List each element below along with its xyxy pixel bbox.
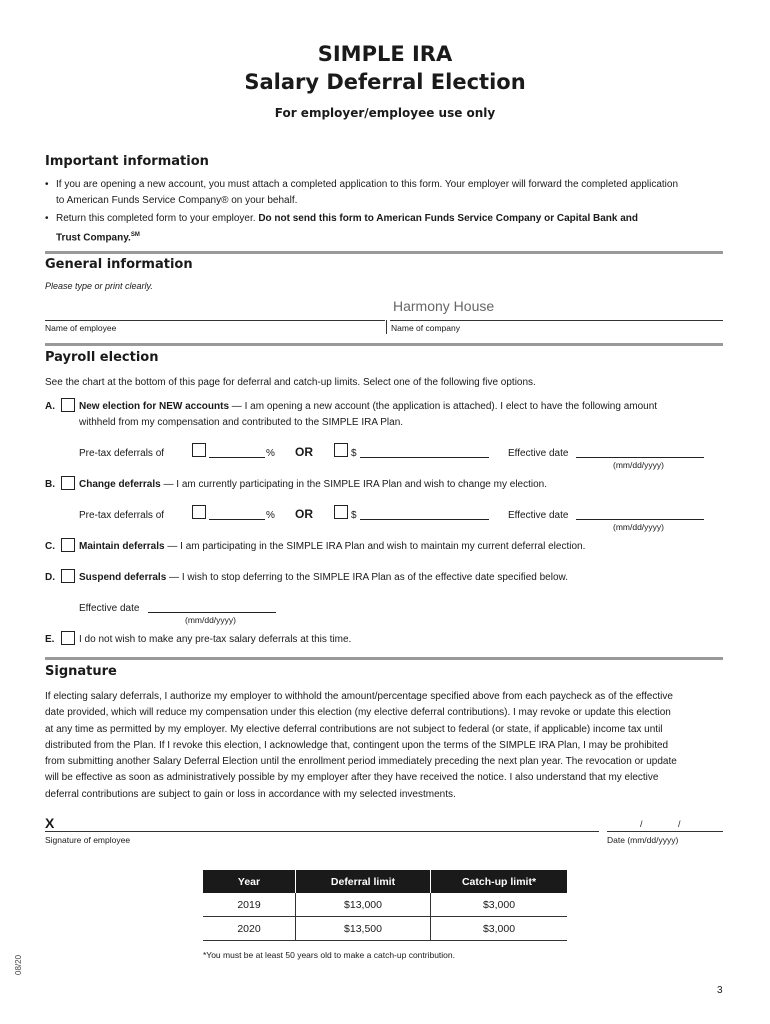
employee-name-line	[45, 320, 385, 321]
option-b-desc: — I am currently participating in the SIMPLE IRA Plan and wish to change my election.	[160, 479, 548, 490]
pretax-percent-input-b[interactable]	[209, 519, 265, 520]
table-cell: 2019	[203, 893, 296, 917]
option-c-desc: — I am participating in the SIMPLE IRA Plan and wish to maintain my current deferral election.	[164, 541, 586, 552]
option-b-text	[79, 477, 547, 493]
sig-para-line: will be effective as soon as administratively possible by my employer after they have received the notice. I also understand that my elective	[45, 772, 659, 784]
signature-paragraph	[45, 689, 735, 803]
pretax-dollar-input-a[interactable]	[360, 457, 489, 458]
option-b-bold: Change deferrals	[79, 479, 161, 490]
or-label-a: OR	[295, 445, 313, 459]
employee-name-label: Name of employee	[45, 323, 117, 333]
dollar-sign-b: $	[351, 510, 357, 521]
table-cell: $3,000	[431, 917, 568, 941]
table-row	[203, 917, 567, 941]
option-e-letter: E.	[45, 634, 55, 645]
sig-para-line: distributed from the Plan. If I revoke this election, I acknowledge that, contingent upon the terms of the SIMPLE IRA Plan, I may be prohibited	[45, 739, 669, 751]
employee-name-input[interactable]	[45, 300, 385, 318]
option-d-desc: — I wish to stop deferring to the SIMPLE IRA Plan as of the effective date specified below.	[166, 572, 568, 583]
date-slash-2: /	[678, 819, 681, 829]
pretax-label-a: Pre-tax deferrals of	[79, 448, 165, 459]
sig-para-line: deferral contributions are subject to gain or loss in accordance with my selected investments.	[45, 788, 456, 800]
option-a-checkbox[interactable]	[61, 398, 75, 412]
option-a-letter: A.	[45, 401, 55, 412]
bullet2-plain: Return this completed form to your employer.	[56, 213, 256, 224]
pretax-dollar-checkbox-b[interactable]	[334, 505, 348, 519]
date-slash-1: /	[640, 819, 643, 829]
effective-date-input-d[interactable]	[148, 612, 276, 613]
pretax-percent-checkbox-b[interactable]	[192, 505, 206, 519]
effective-date-label-a: Effective date	[508, 448, 569, 459]
option-d-letter: D.	[45, 572, 55, 583]
catchup-footnote: *You must be at least 50 years old to make a catch-up contribution.	[203, 950, 455, 960]
dollar-sign-a: $	[351, 448, 357, 459]
signature-input-line[interactable]	[45, 831, 599, 832]
signature-x-mark: X	[45, 815, 55, 831]
option-c-text	[79, 539, 585, 555]
col-catchup-header: Catch-up limit*	[431, 870, 568, 893]
payroll-intro: See the chart at the bottom of this page for deferral and catch-up limits. Select one of the following five options.	[45, 377, 536, 388]
col-year-header: Year	[203, 870, 296, 893]
signature-heading: Signature	[45, 664, 117, 679]
signature-label: Signature of employee	[45, 835, 131, 845]
sig-para-line: If electing salary deferrals, I authorize my employer to withhold the amount/percentage specified above from each paycheck as of the effective	[45, 691, 673, 702]
effective-date-input-a[interactable]	[576, 457, 704, 458]
bullet2-bold1: Do not send this form to American Funds Service Company or Capital Bank and	[258, 213, 639, 224]
section-rule	[45, 343, 723, 346]
or-label-b: OR	[295, 507, 313, 521]
important-info-heading: Important information	[45, 154, 209, 169]
bullet2-bold2: Trust Company.	[56, 232, 131, 244]
option-e-text: I do not wish to make any pre-tax salary deferrals at this time.	[79, 634, 352, 645]
sig-para-line: from submitting another Salary Deferral Election until the enrollment period immediately preceding the next plan year. The revocation or update	[45, 756, 677, 768]
option-c-checkbox[interactable]	[61, 538, 75, 552]
section-rule	[45, 251, 723, 254]
table-cell: $13,000	[296, 893, 431, 917]
company-name-input[interactable]: Harmony House	[393, 298, 495, 314]
option-c-letter: C.	[45, 541, 55, 552]
sig-para-line: at any time as permitted by my employer. My elective deferral contributions are not subject to federal (or state, if applicable) income tax until	[45, 723, 663, 735]
bullet1-line2: to American Funds Service Company® on your behalf.	[56, 195, 298, 206]
form-revision-date: 08/20	[14, 954, 23, 975]
option-a-line2: withheld from my compensation and contributed to the SIMPLE IRA Plan.	[79, 417, 404, 428]
pretax-dollar-input-b[interactable]	[360, 519, 489, 520]
table-header-row	[203, 870, 567, 893]
field-divider	[386, 320, 387, 334]
percent-sign-a: %	[266, 448, 275, 459]
pretax-percent-input-a[interactable]	[209, 457, 265, 458]
date-format-b: (mm/dd/yyyy)	[613, 522, 664, 532]
section-rule	[45, 657, 723, 660]
pretax-dollar-checkbox-a[interactable]	[334, 443, 348, 457]
option-a-bold: New election for NEW accounts	[79, 401, 230, 412]
option-d-checkbox[interactable]	[61, 569, 75, 583]
company-name-label: Name of company	[391, 323, 460, 333]
sig-para-line: date provided, which will reduce my compensation under this election (my elective deferral contributions). I may revoke or update this election	[45, 707, 671, 719]
col-deferral-header: Deferral limit	[296, 870, 431, 893]
print-instruction: Please type or print clearly.	[45, 281, 153, 291]
form-title-line2: Salary Deferral Election	[244, 70, 526, 94]
general-info-heading: General information	[45, 257, 193, 272]
form-subtitle: For employer/employee use only	[274, 106, 496, 120]
option-c-bold: Maintain deferrals	[79, 541, 165, 552]
company-name-line	[390, 320, 723, 321]
table-cell: $13,500	[296, 917, 431, 941]
percent-sign-b: %	[266, 510, 275, 521]
option-e-checkbox[interactable]	[61, 631, 75, 645]
deferral-limits-table	[203, 870, 567, 941]
service-mark: SM	[130, 232, 140, 238]
option-d-text	[79, 570, 568, 586]
bullet1-line1: If you are opening a new account, you must attach a completed application to this form. Your employer will forward the completed application	[56, 179, 679, 190]
pretax-percent-checkbox-a[interactable]	[192, 443, 206, 457]
payroll-election-heading: Payroll election	[45, 350, 159, 365]
date-format-d: (mm/dd/yyyy)	[185, 615, 236, 625]
effective-date-label-b: Effective date	[508, 510, 569, 521]
signature-date-input-line[interactable]	[607, 831, 723, 832]
option-b-checkbox[interactable]	[61, 476, 75, 490]
page-number: 3	[717, 985, 723, 996]
option-a-text	[79, 399, 729, 431]
effective-date-label-d: Effective date	[79, 603, 140, 614]
form-title-line1: SIMPLE IRA	[317, 42, 453, 66]
option-b-letter: B.	[45, 479, 55, 490]
option-d-bold: Suspend deferrals	[79, 572, 167, 583]
pretax-label-b: Pre-tax deferrals of	[79, 510, 165, 521]
table-row	[203, 893, 567, 917]
option-a-line1: — I am opening a new account (the application is attached). I elect to have the following amount	[229, 401, 658, 412]
table-cell: $3,000	[431, 893, 568, 917]
signature-date-label: Date (mm/dd/yyyy)	[607, 835, 679, 845]
table-cell: 2020	[203, 917, 296, 941]
date-format-a: (mm/dd/yyyy)	[613, 460, 664, 470]
effective-date-input-b[interactable]	[576, 519, 704, 520]
